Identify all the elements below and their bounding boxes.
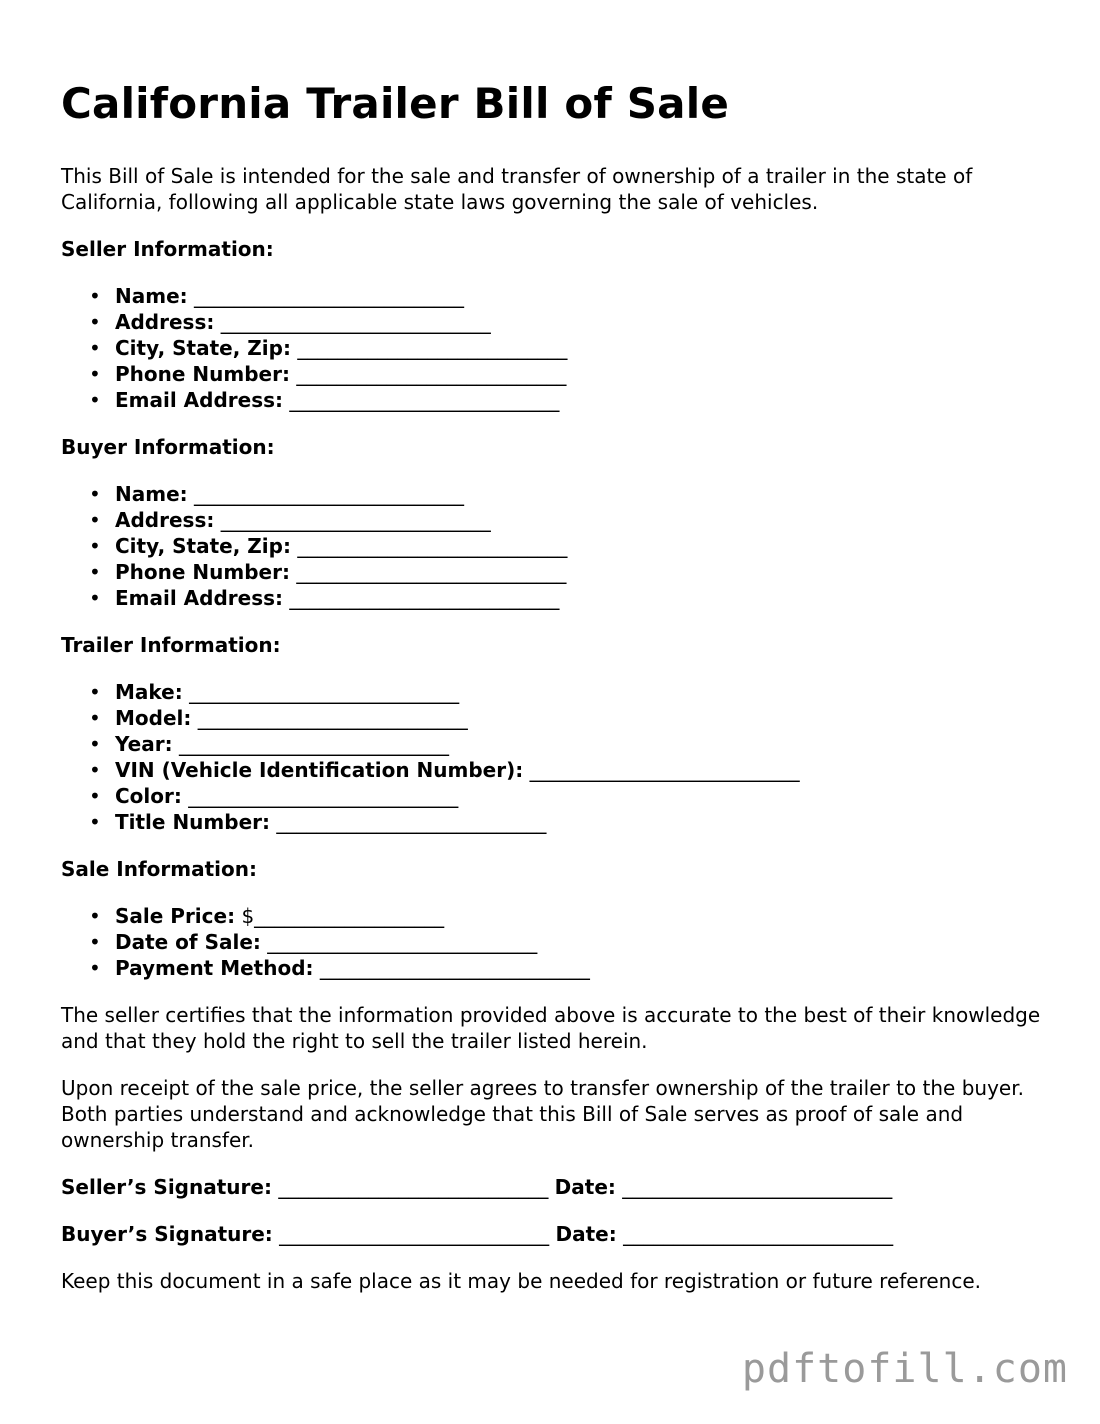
trailer-heading: Trailer Information: [61, 633, 281, 657]
sale-date-field[interactable]: • Date of Sale: ___________________________ [115, 929, 1051, 955]
seller-phone-field[interactable]: • Phone Number: ___________________________ [115, 361, 1051, 387]
closing-paragraph: Keep this document in a safe place as it may be needed for registration or future reference. [61, 1269, 982, 1293]
sale-heading: Sale Information: [61, 857, 257, 881]
trailer-model-field[interactable]: • Model: ___________________________ [115, 705, 1051, 731]
seller-city-state-zip-field[interactable]: • City, State, Zip: ___________________________ [115, 335, 1051, 361]
seller-fields [61, 283, 1051, 413]
trailer-fields [61, 679, 1051, 835]
seller-date-label: Date: [554, 1175, 616, 1199]
certification-paragraph: The seller certifies that the information provided above is accurate to the best of their knowledge and that they hold the right to sell the trailer listed herein. [61, 1003, 1041, 1053]
buyer-fields [61, 481, 1051, 611]
seller-heading: Seller Information: [61, 237, 274, 261]
buyer-city-state-zip-field[interactable]: • City, State, Zip: ___________________________ [115, 533, 1051, 559]
seller-address-field[interactable]: • Address: ___________________________ [115, 309, 1051, 335]
buyer-signature-label: Buyer’s Signature: [61, 1222, 273, 1246]
seller-signature-row [61, 1174, 1051, 1200]
watermark: pdftofill.com [741, 1346, 1068, 1392]
buyer-name-field[interactable]: • Name: ___________________________ [115, 481, 1051, 507]
buyer-heading: Buyer Information: [61, 435, 275, 459]
buyer-address-field[interactable]: • Address: ___________________________ [115, 507, 1051, 533]
buyer-signature-row [61, 1221, 1051, 1247]
document-page [61, 78, 1051, 1315]
buyer-date-label: Date: [555, 1222, 617, 1246]
buyer-phone-field[interactable]: • Phone Number: ___________________________ [115, 559, 1051, 585]
buyer-email-field[interactable]: • Email Address: ___________________________ [115, 585, 1051, 611]
buyer-date-field[interactable]: ___________________________ [623, 1222, 894, 1246]
sale-price-field[interactable]: • Sale Price: $___________________ [115, 903, 1051, 929]
transfer-paragraph: Upon receipt of the sale price, the seller agrees to transfer ownership of the trailer to the buyer. Both parties understand and acknowledge that this Bill of Sale serves as proof of sale and ownership transfer. [61, 1076, 1024, 1152]
seller-email-field[interactable]: • Email Address: ___________________________ [115, 387, 1051, 413]
trailer-make-field[interactable]: • Make: ___________________________ [115, 679, 1051, 705]
seller-signature-label: Seller’s Signature: [61, 1175, 272, 1199]
trailer-year-field[interactable]: • Year: ___________________________ [115, 731, 1051, 757]
buyer-signature-field[interactable]: ___________________________ [279, 1222, 550, 1246]
sale-fields [61, 903, 1051, 981]
payment-method-field[interactable]: • Payment Method: ___________________________ [115, 955, 1051, 981]
intro-paragraph: This Bill of Sale is intended for the sale and transfer of ownership of a trailer in the state of California, following all applicable state laws governing the sale of vehicles. [61, 164, 973, 214]
seller-date-field[interactable]: ___________________________ [622, 1175, 893, 1199]
seller-name-field[interactable]: • Name: ___________________________ [115, 283, 1051, 309]
page-title: California Trailer Bill of Sale [61, 79, 730, 128]
trailer-vin-field[interactable]: • VIN (Vehicle Identification Number): ___________________________ [115, 757, 1051, 783]
trailer-title-number-field[interactable]: • Title Number: ___________________________ [115, 809, 1051, 835]
seller-signature-field[interactable]: ___________________________ [278, 1175, 549, 1199]
trailer-color-field[interactable]: • Color: ___________________________ [115, 783, 1051, 809]
